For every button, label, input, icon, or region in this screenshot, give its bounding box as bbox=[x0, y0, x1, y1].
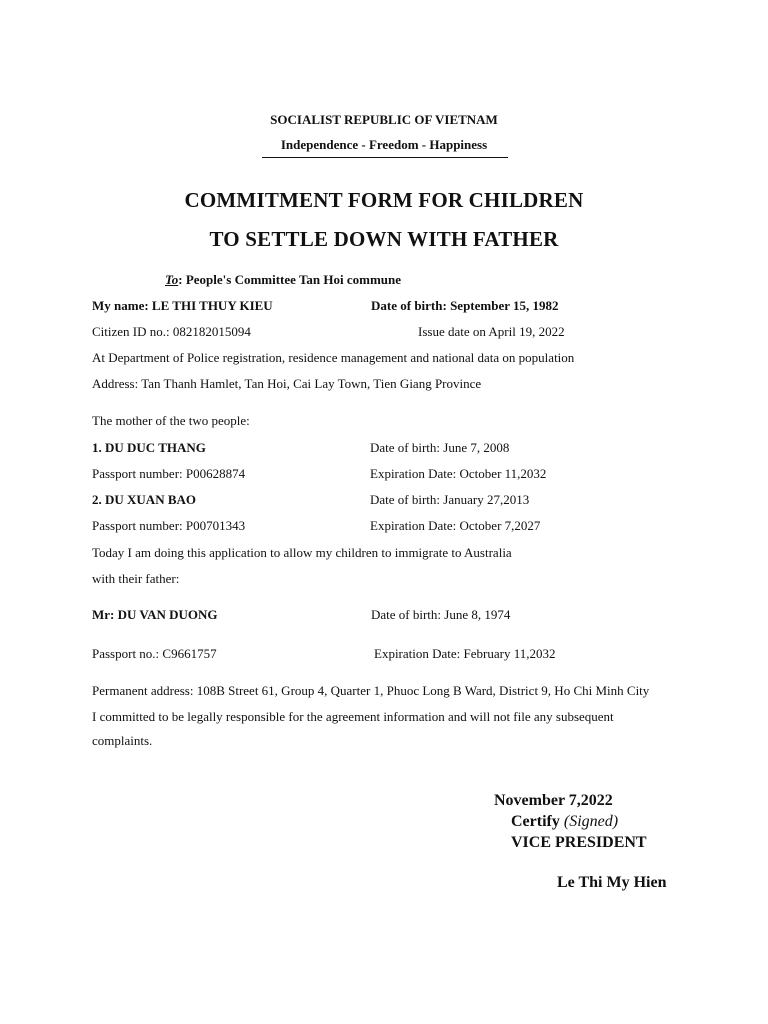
applicant-dob: Date of birth: September 15, 1982 bbox=[371, 298, 559, 313]
document-title-line-2: TO SETTLE DOWN WITH FATHER bbox=[209, 227, 559, 251]
child-2-name: 2. DU XUAN BAO bbox=[92, 492, 196, 507]
signatory-name: Le Thi My Hien bbox=[557, 874, 667, 891]
applicant-name: My name: LE THI THUY KIEU bbox=[92, 298, 273, 313]
recipient-label: To bbox=[165, 272, 179, 287]
application-statement-line-1: Today I am doing this application to allow my children to immigrate to Australia bbox=[92, 545, 512, 560]
application-statement-line-2: with their father: bbox=[92, 571, 180, 586]
certify-line bbox=[511, 813, 618, 831]
motto-underline bbox=[262, 157, 508, 158]
signatory-position: VICE PRESIDENT bbox=[511, 834, 647, 851]
child-2-passport-expiry: Expiration Date: October 7,2027 bbox=[370, 518, 541, 533]
commitment-line-1: I committed to be legally responsible for the agreement information and will not file any subsequent bbox=[92, 709, 614, 724]
father-name: Mr: DU VAN DUONG bbox=[92, 607, 218, 622]
issuing-authority: At Department of Police registration, residence management and national data on population bbox=[92, 350, 575, 365]
recipient-line bbox=[165, 272, 401, 288]
children-intro: The mother of the two people: bbox=[92, 413, 250, 428]
child-2-dob: Date of birth: January 27,2013 bbox=[370, 492, 530, 507]
commitment-line-2: complaints. bbox=[92, 733, 153, 748]
signature-date: November 7,2022 bbox=[494, 792, 613, 809]
father-passport: Passport no.: C9661757 bbox=[92, 646, 217, 661]
citizen-id: Citizen ID no.: 082182015094 bbox=[92, 324, 251, 339]
national-motto: Independence - Freedom - Happiness bbox=[280, 137, 488, 152]
child-1-dob: Date of birth: June 7, 2008 bbox=[370, 440, 510, 455]
child-1-passport: Passport number: P00628874 bbox=[92, 466, 246, 481]
recipient-text: : People's Committee Tan Hoi commune bbox=[178, 272, 402, 287]
child-1-name: 1. DU DUC THANG bbox=[92, 440, 206, 455]
signed-note: (Signed) bbox=[563, 813, 619, 830]
citizen-id-issue-date: Issue date on April 19, 2022 bbox=[418, 324, 565, 339]
father-dob: Date of birth: June 8, 1974 bbox=[371, 607, 511, 622]
child-1-passport-expiry: Expiration Date: October 11,2032 bbox=[370, 466, 547, 481]
child-2-passport: Passport number: P00701343 bbox=[92, 518, 246, 533]
certify-label: Certify bbox=[511, 813, 560, 830]
father-passport-expiry: Expiration Date: February 11,2032 bbox=[374, 646, 556, 661]
country-name: SOCIALIST REPUBLIC OF VIETNAM bbox=[270, 112, 498, 127]
father-permanent-address: Permanent address: 108B Street 61, Group 4, Quarter 1, Phuoc Long B Ward, District 9, Ho Chi Minh City bbox=[92, 683, 650, 698]
document-title-line-1: COMMITMENT FORM FOR CHILDREN bbox=[184, 188, 584, 212]
applicant-address: Address: Tan Thanh Hamlet, Tan Hoi, Cai Lay Town, Tien Giang Province bbox=[92, 376, 482, 391]
